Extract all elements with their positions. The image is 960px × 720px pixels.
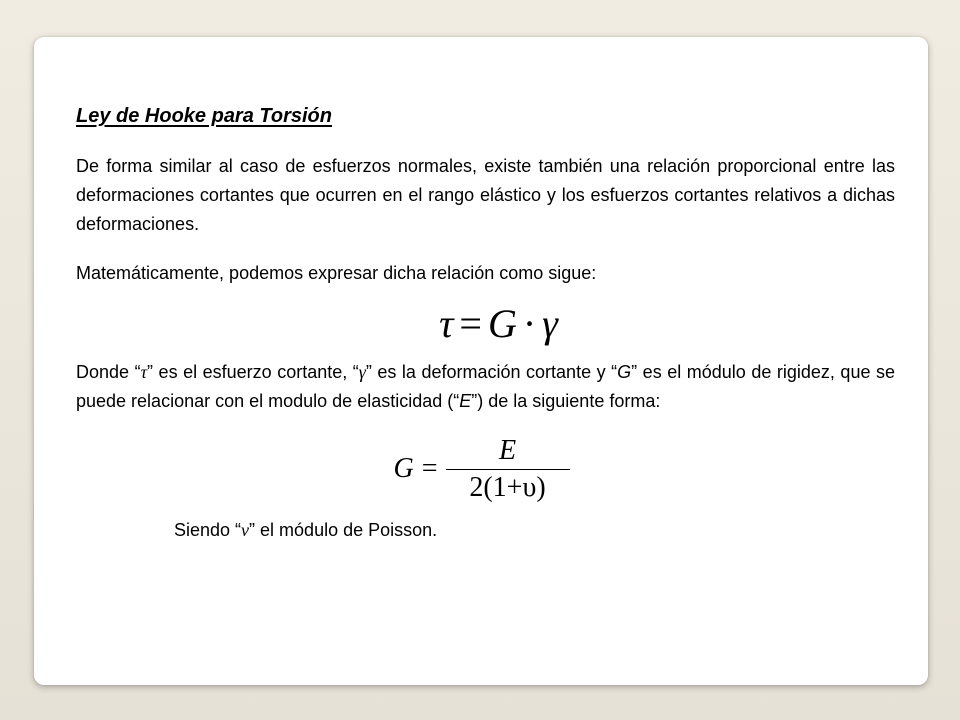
poisson-note: Siendo “ν” el módulo de Poisson. [174,520,438,540]
eq1-equals: = [459,300,482,346]
eq2-g: G [393,453,414,484]
hooke-torsion-equation [102,288,895,358]
math-intro-paragraph: Matemáticamente, podemos expresar dicha relación como sigue: [76,263,597,283]
eq1-dot: · [522,300,537,346]
intro-paragraph: De forma similar al caso de esfuerzos normales, existe también una relación proporcional entre las deformaciones cortantes que ocurren en el rango elástico y los esfuerzos cortantes relativos a dichas deformaciones. [76,156,895,234]
e-symbol: E [459,391,472,411]
slide-content [76,102,895,563]
definitions-paragraph: Donde “τ” es el esfuerzo cortante, “γ” es la deformación cortante y “G” es el módulo de rigidez, que se puede relacionar con el modulo de elasticidad (“E”) de la siguiente forma: [76,362,895,411]
eq1-gamma: γ [542,300,558,346]
g-symbol: G [617,362,632,382]
nu-symbol: ν [241,520,250,540]
shear-modulus-equation [68,422,895,516]
eq1-tau: τ [439,300,454,346]
slide-title: Ley de Hooke para Torsión [76,105,332,127]
eq2-equals: = [421,453,438,484]
eq1-g: G [487,300,517,346]
eq2-numerator: E [498,434,517,466]
eq2-fraction [446,435,570,504]
gamma-symbol: γ [358,362,366,382]
tau-symbol: τ [140,362,148,382]
eq2-denominator: 2(1+υ) [469,471,546,503]
